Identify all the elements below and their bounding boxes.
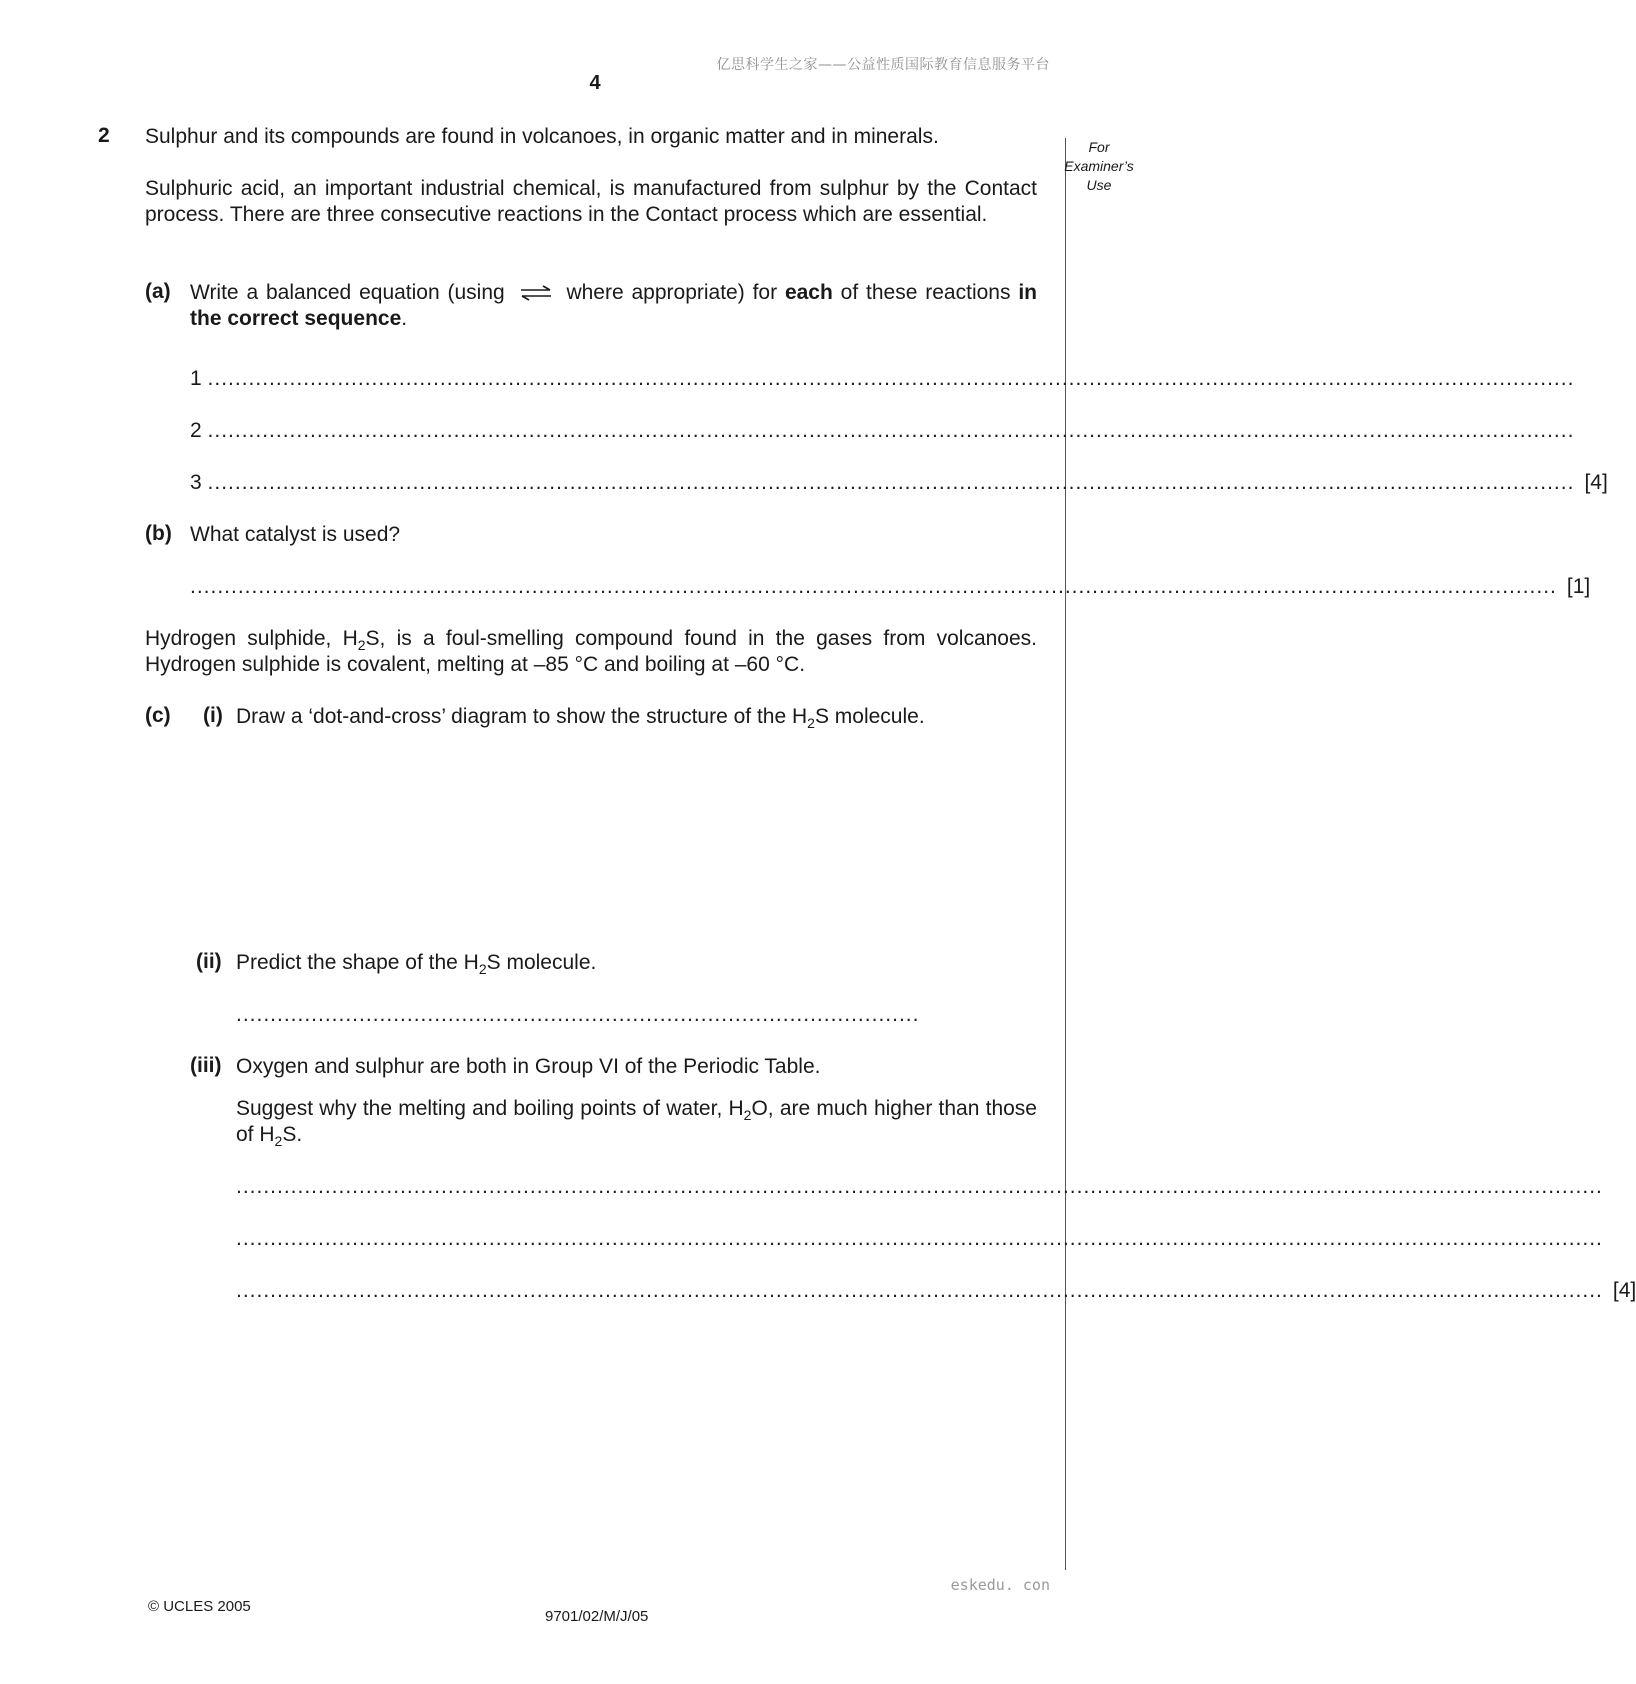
dotted-rule: ........................................................................................................................................................................................................	[207, 367, 1575, 390]
h2s-paragraph	[145, 626, 1037, 678]
part-a-question	[190, 280, 1037, 332]
page-number: 4	[589, 72, 601, 94]
answer-line-c-iii-2[interactable]	[236, 1226, 1603, 1252]
answer-line-a2[interactable]	[190, 418, 1575, 444]
part-c-ii-label: (ii)	[196, 950, 222, 973]
answer-line-a1[interactable]	[190, 366, 1575, 392]
footer-site-watermark: eskedu. con	[950, 1576, 1050, 1594]
dotted-rule: ........................................................................................................................................................................................................	[236, 1279, 1603, 1302]
answer-line-a1-number: 1	[190, 367, 202, 390]
part-c-label: (c)	[145, 704, 171, 727]
part-a-marks: [4]	[1584, 471, 1608, 494]
part-b-marks: [1]	[1566, 575, 1591, 598]
examiner-use-label	[1064, 138, 1134, 195]
header-watermark: 亿思科学生之家——公益性质国际教育信息服务平台	[716, 57, 1050, 73]
part-c-i-subscript: 2	[807, 715, 815, 731]
question-intro: Sulphur and its compounds are found in volcanoes, in organic matter and in minerals.	[145, 125, 939, 148]
part-a-bold-sequence: in the correct sequence	[190, 281, 1037, 330]
part-c-iii-text1: Suggest why the melting and boiling points of water, H	[236, 1097, 744, 1120]
equilibrium-arrows-icon	[519, 285, 553, 301]
examiner-margin-line	[1065, 138, 1066, 1570]
footer-paper-code: 9701/02/M/J/05	[545, 1608, 649, 1625]
dotted-rule: ....................................................................................................	[236, 1003, 920, 1026]
part-c-i-question	[236, 704, 925, 730]
answer-line-a3[interactable]	[190, 470, 1608, 496]
part-a-text1: Write a balanced equation (using	[190, 281, 505, 304]
part-a-label: (a)	[145, 280, 171, 303]
part-c-ii-text1: Predict the shape of the H	[236, 951, 479, 974]
part-c-iii-question	[236, 1096, 1037, 1148]
part-c-iii-statement: Oxygen and sulphur are both in Group VI of the Periodic Table.	[236, 1055, 821, 1078]
examiner-label-line1: For	[1088, 139, 1110, 155]
h2s-text1: Hydrogen sulphide, H	[145, 627, 358, 650]
dotted-rule: ........................................................................................................................................................................................................	[236, 1227, 1603, 1250]
drawing-space[interactable]	[236, 740, 1036, 940]
answer-line-c-ii[interactable]	[236, 1002, 920, 1028]
dotted-rule: ........................................................................................................................................................................................................	[190, 575, 1557, 598]
part-b-question: What catalyst is used?	[190, 523, 401, 546]
part-c-i-text2: S molecule.	[814, 705, 925, 728]
answer-line-a2-number: 2	[190, 419, 202, 442]
part-b-label: (b)	[145, 522, 172, 545]
answer-line-a3-number: 3	[190, 471, 202, 494]
part-a-text2: where appropriate) for	[566, 281, 778, 304]
answer-line-c-iii-3[interactable]	[236, 1278, 1636, 1304]
examiner-label-line2: Examiner’s	[1064, 158, 1134, 174]
part-c-ii-question	[236, 950, 596, 976]
part-c-iii-subscript-2: 2	[274, 1133, 283, 1149]
part-c-iii-subscript-1: 2	[743, 1107, 752, 1123]
answer-line-c-iii-1[interactable]	[236, 1174, 1603, 1200]
part-c-ii-subscript: 2	[478, 961, 487, 977]
part-c-i-label: (i)	[203, 704, 223, 727]
answer-line-b[interactable]	[190, 574, 1591, 600]
part-c-ii-text2: S molecule.	[486, 951, 597, 974]
h2s-text2: S, is a foul-smelling compound found in the gases from volcanoes. Hydrogen sulphide is covalent, melting at –85 °C and boiling at –60 °C.	[145, 627, 1037, 676]
part-a-text3: of these reactions	[840, 281, 1011, 304]
part-c-iii-text2: O, are much higher than those of H	[236, 1097, 1037, 1146]
part-c-marks: [4]	[1612, 1279, 1636, 1302]
part-c-iii-label: (iii)	[190, 1054, 222, 1077]
question-paragraph-2: Sulphuric acid, an important industrial chemical, is manufactured from sulphur by the Contact process. There are three consecutive reactions in the Contact process which are essential.	[145, 177, 1037, 226]
examiner-label-line3: Use	[1086, 177, 1112, 193]
part-a-text4: .	[401, 307, 408, 330]
dotted-rule: ........................................................................................................................................................................................................	[207, 471, 1575, 494]
footer-copyright: © UCLES 2005	[148, 1598, 251, 1615]
question-number: 2	[98, 124, 110, 147]
h2s-subscript: 2	[357, 637, 366, 653]
part-c-iii-text3: S.	[282, 1123, 303, 1146]
part-c-i-text1: Draw a ‘dot-and-cross’ diagram to show the structure of the H	[236, 705, 808, 728]
part-a-bold-each: each	[784, 281, 833, 304]
dotted-rule: ........................................................................................................................................................................................................	[207, 419, 1575, 442]
dotted-rule: ........................................................................................................................................................................................................	[236, 1175, 1603, 1198]
